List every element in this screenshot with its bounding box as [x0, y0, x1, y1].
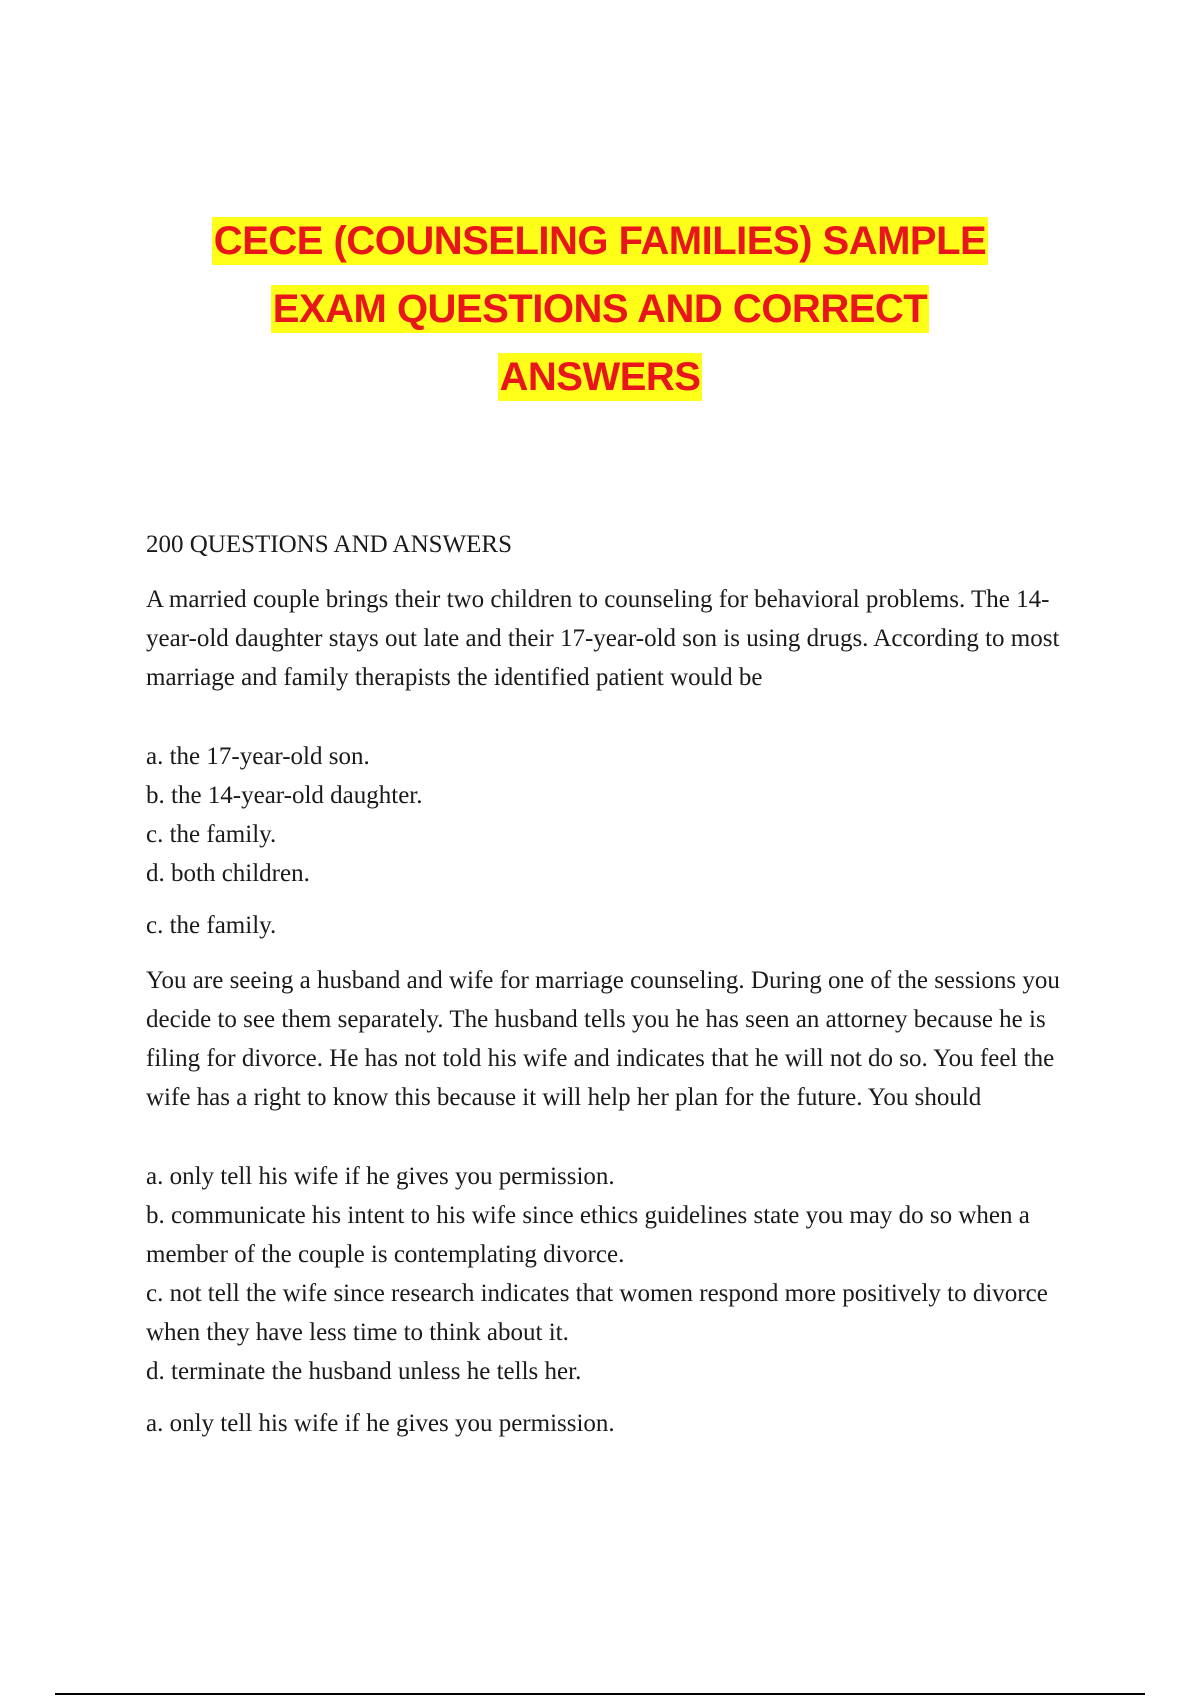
question-1-option-c: c. the family.: [146, 821, 277, 848]
question-2-options: [146, 1157, 1066, 1391]
title-line: [0, 275, 1200, 343]
question-2-option-d: d. terminate the husband unless he tells her.: [146, 1358, 582, 1385]
question-2-text: You are seeing a husband and wife for marriage counseling. During one of the sessions you decide to see them separately. The husband tells you he has seen an attorney because he is filing for divorce. He has not told his wife and indicates that he will not do so. You feel the wife has a right to know this because it will help her plan for the future. You should: [146, 967, 1060, 1111]
title-line-2: EXAM QUESTIONS AND CORRECT: [272, 287, 928, 331]
question-1-option-b: b. the 14-year-old daughter.: [146, 782, 423, 809]
question-2-option-c: c. not tell the wife since research indicates that women respond more positively to divorce when they have less time to think about it.: [146, 1280, 1048, 1346]
question-1-option-a: a. the 17-year-old son.: [146, 743, 370, 770]
question-2-answer: a. only tell his wife if he gives you permission.: [146, 1410, 615, 1437]
document-title: [0, 207, 1200, 411]
document-body: [146, 525, 1066, 1443]
question-1-text: A married couple brings their two children to counseling for behavioral problems. The 14-year-old daughter stays out late and their 17-year-old son is using drugs. According to most marriage and family therapists the identified patient would be: [146, 586, 1060, 691]
question-1-option-d: d. both children.: [146, 860, 310, 887]
title-line-3: ANSWERS: [499, 355, 701, 399]
title-line-1: CECE (COUNSELING FAMILIES) SAMPLE: [213, 219, 987, 263]
title-line: [0, 343, 1200, 411]
title-line: [0, 207, 1200, 275]
question-2-option-a: a. only tell his wife if he gives you permission.: [146, 1163, 615, 1190]
bottom-divider: [55, 1693, 1145, 1695]
question-1-options: [146, 737, 1066, 893]
question-count: 200 QUESTIONS AND ANSWERS: [146, 531, 513, 558]
question-2-option-b: b. communicate his intent to his wife since ethics guidelines state you may do so when a member of the couple is contemplating divorce.: [146, 1202, 1030, 1268]
question-1-answer: c. the family.: [146, 912, 277, 939]
